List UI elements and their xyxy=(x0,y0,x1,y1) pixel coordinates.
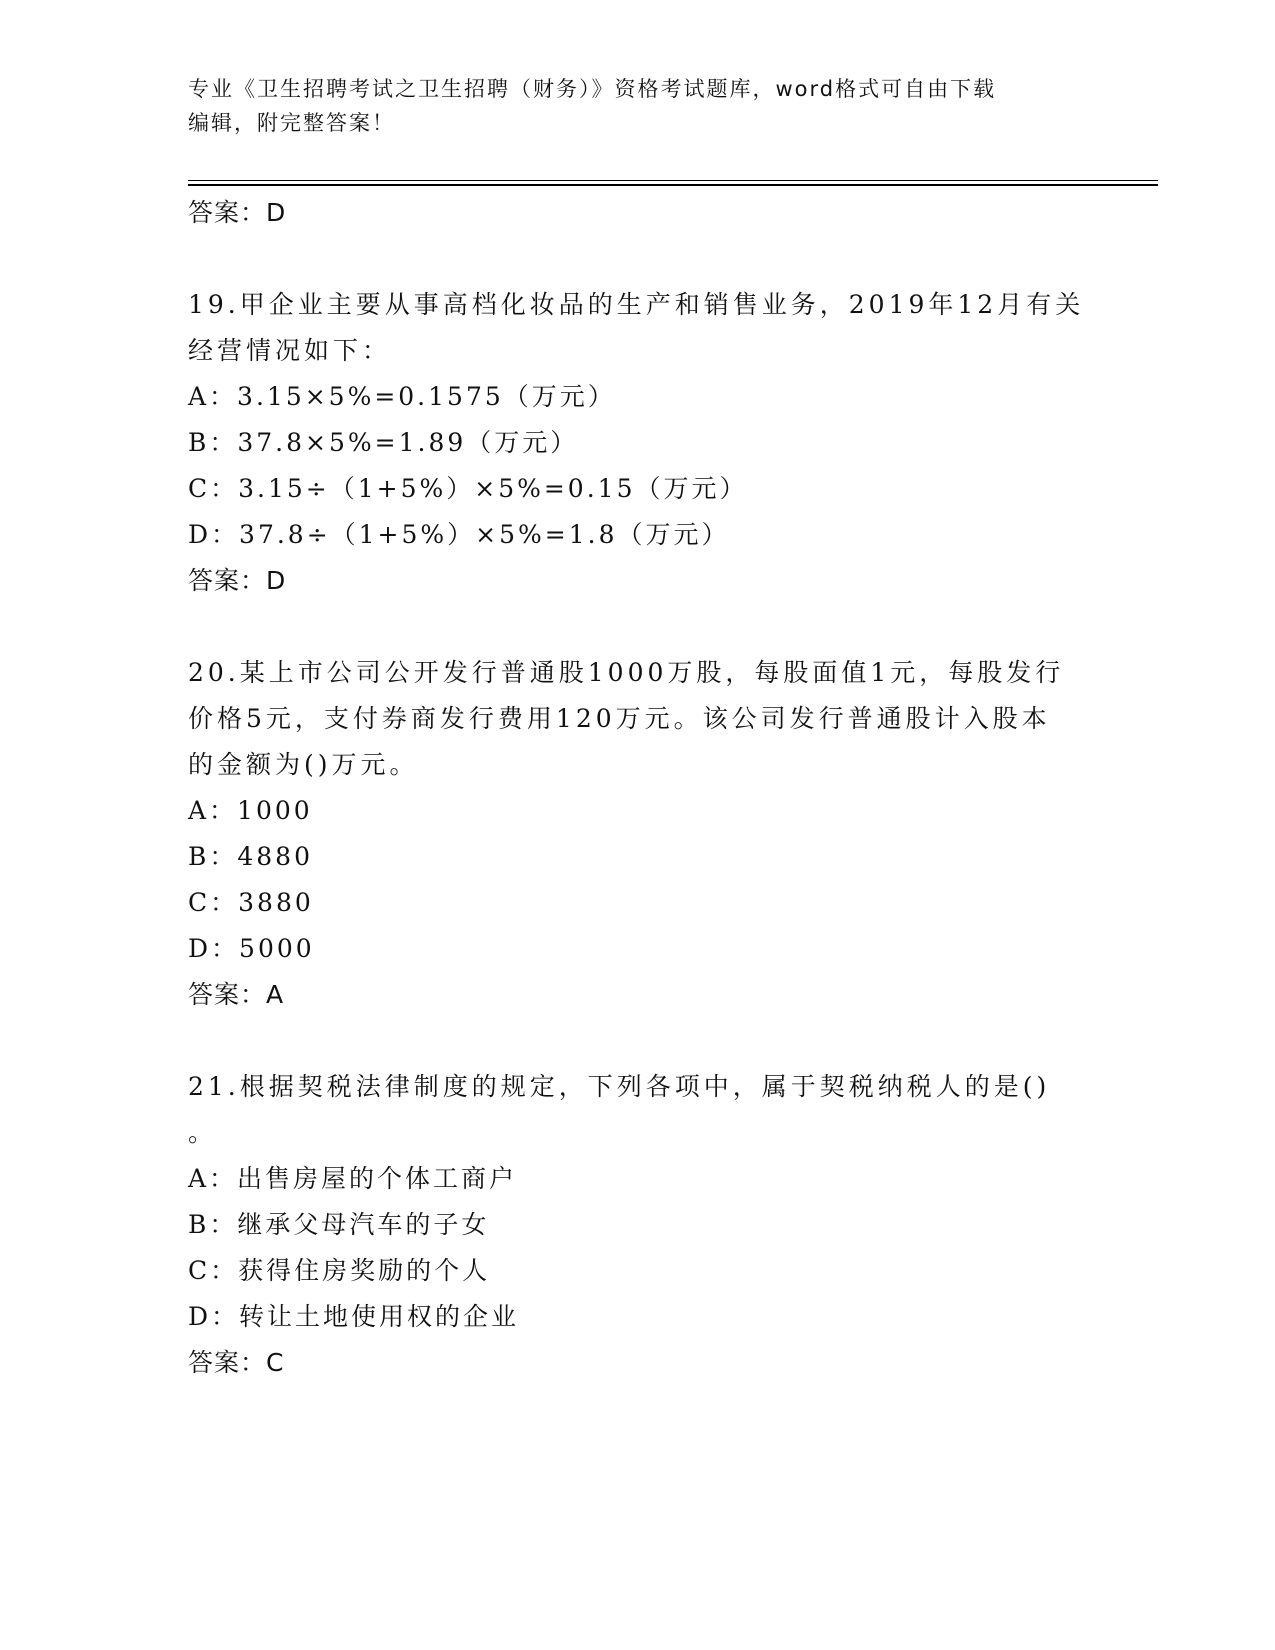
question-block xyxy=(188,650,1088,1018)
question-text: 经营情况如下： xyxy=(188,336,392,365)
option-d: D：5000 xyxy=(188,934,315,963)
option-b: B：4880 xyxy=(188,842,313,871)
option-c: C：3.15÷（1+5%）×5%=0.15（万元） xyxy=(188,474,748,503)
option-a: A：3.15×5%=0.1575（万元） xyxy=(188,382,616,411)
option-a: A：1000 xyxy=(188,796,313,825)
question-text: 。 xyxy=(188,1118,218,1147)
document-body xyxy=(188,190,1088,1386)
header-line: 编辑，附完整答案！ xyxy=(188,111,395,135)
question-text: 21.根据契税法律制度的规定，下列各项中，属于契税纳税人的是() xyxy=(188,1072,1051,1101)
option-b: B：37.8×5%=1.89（万元） xyxy=(188,428,579,457)
page-header xyxy=(188,72,1088,140)
question-text: 19.甲企业主要从事高档化妆品的生产和销售业务，2019年12月有关 xyxy=(188,290,1085,319)
answer-line: 答案：D xyxy=(188,566,287,595)
option-c: C：获得住房奖励的个人 xyxy=(188,1256,491,1285)
question-block xyxy=(188,282,1088,604)
answer-line: 答案：D xyxy=(188,198,287,227)
question-text: 价格5元，支付券商发行费用120万元。该公司发行普通股计入股本 xyxy=(188,704,1051,733)
option-c: C：3880 xyxy=(188,888,314,917)
option-d: D：转让土地使用权的企业 xyxy=(188,1302,520,1331)
option-a: A：出售房屋的个体工商户 xyxy=(188,1164,518,1193)
header-divider xyxy=(188,184,1158,186)
question-block xyxy=(188,1064,1088,1386)
header-divider xyxy=(188,180,1158,181)
answer-line: 答案：A xyxy=(188,980,285,1009)
option-d: D：37.8÷（1+5%）×5%=1.8（万元） xyxy=(188,520,730,549)
question-text: 的金额为()万元。 xyxy=(188,750,419,779)
option-b: B：继承父母汽车的子女 xyxy=(188,1210,490,1239)
header-line: 专业《卫生招聘考试之卫生招聘（财务）》资格考试题库，word格式可自由下载 xyxy=(188,77,997,101)
answer-line: 答案：C xyxy=(188,1348,285,1377)
question-text: 20.某上市公司公开发行普通股1000万股，每股面值1元，每股发行 xyxy=(188,658,1065,687)
